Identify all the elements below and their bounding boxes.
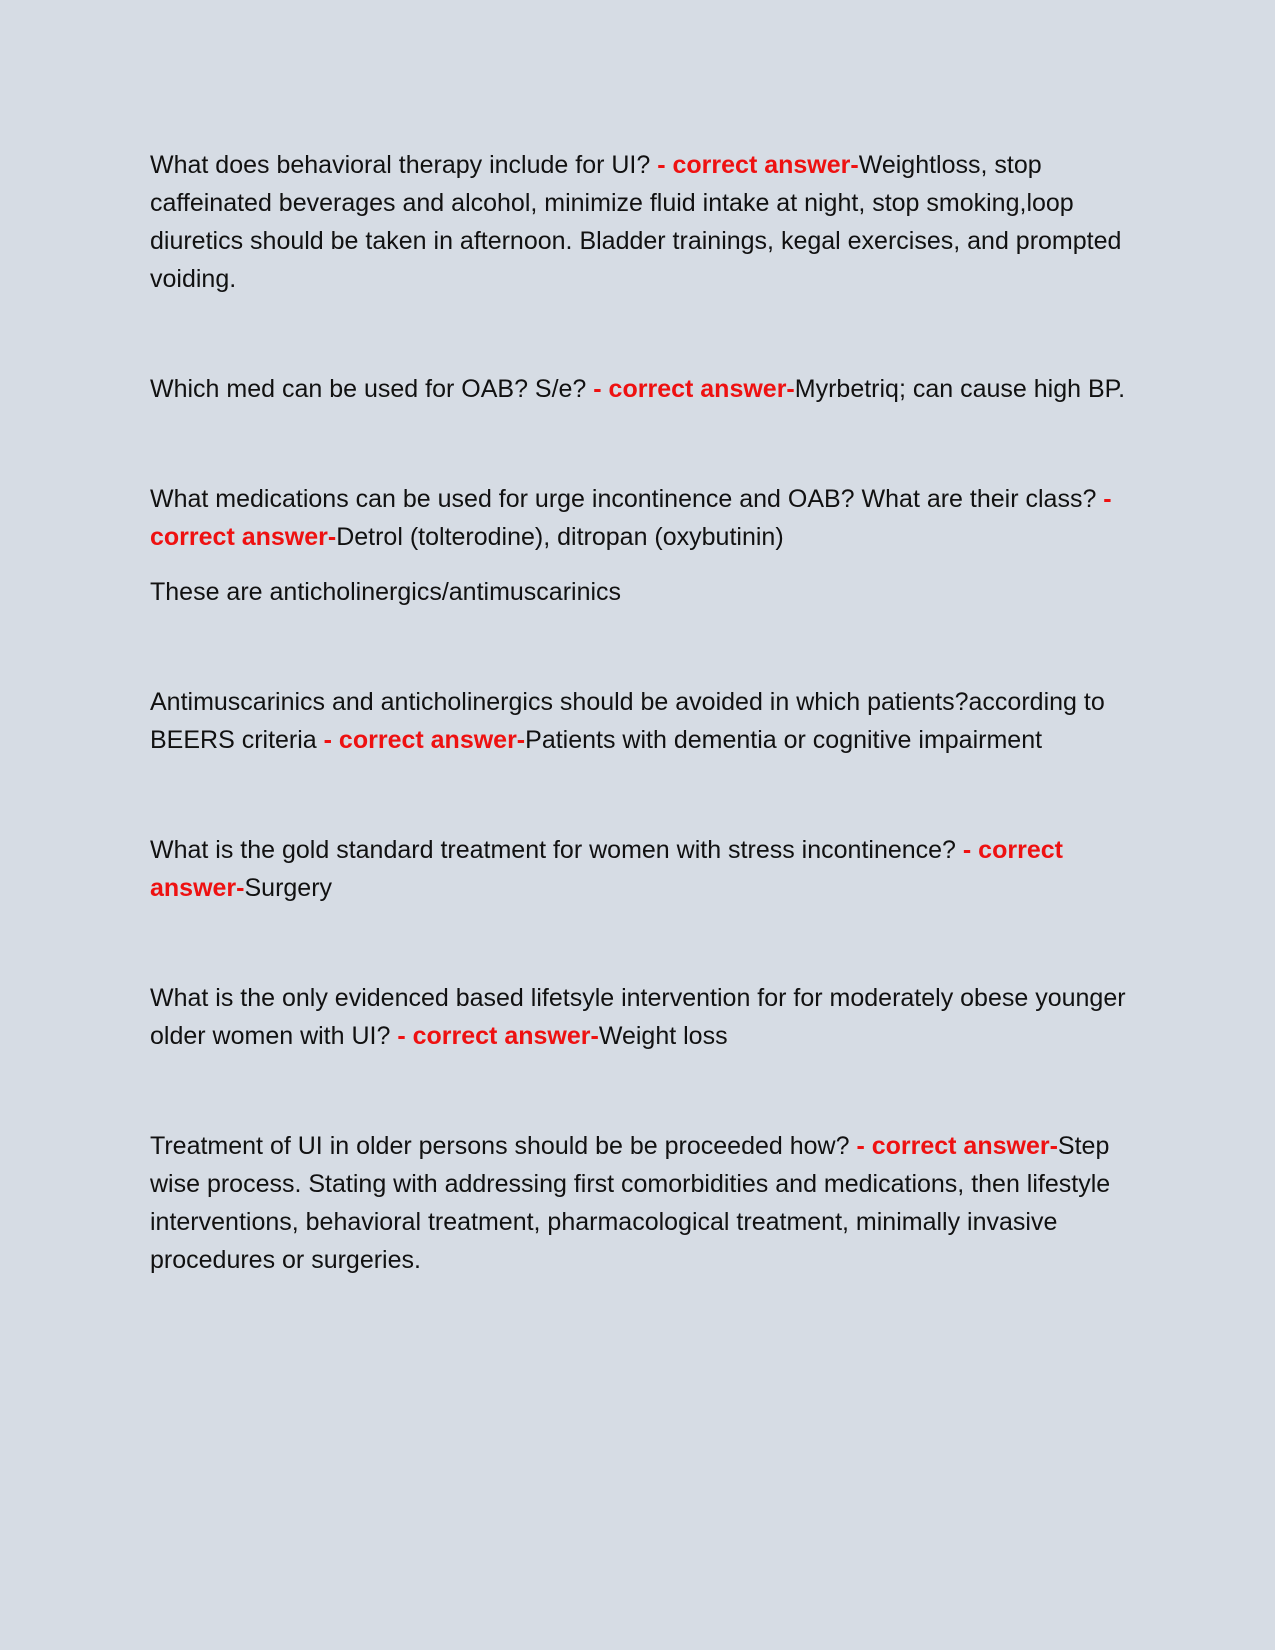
document-page bbox=[150, 146, 1130, 1279]
qa-paragraph bbox=[150, 683, 1130, 759]
qa-item bbox=[150, 146, 1130, 298]
qa-paragraph bbox=[150, 370, 1130, 408]
qa-item bbox=[150, 480, 1130, 611]
correct-answer-marker: - correct answer- bbox=[316, 726, 526, 754]
answer-text: Weight loss bbox=[598, 1022, 728, 1050]
qa-item bbox=[150, 1127, 1130, 1279]
qa-paragraph bbox=[150, 979, 1130, 1055]
correct-answer-marker: - correct answer- bbox=[150, 485, 1112, 551]
question-text: What is the only evidenced based lifetsyle intervention for for moderately obese younger older women with UI? bbox=[150, 984, 1126, 1050]
correct-answer-marker: - correct answer- bbox=[650, 151, 859, 179]
question-text: Treatment of UI in older persons should be be proceeded how? bbox=[150, 1132, 850, 1160]
question-text: Antimuscarinics and anticholinergics should be avoided in which patients?according to BEERS criteria bbox=[150, 688, 1105, 754]
qa-paragraph bbox=[150, 480, 1130, 556]
qa-paragraph bbox=[150, 1127, 1130, 1279]
answer-text: Weightloss, stop caffeinated beverages and alcohol, minimize fluid intake at night, stop smoking,loop diuretics should be taken in afternoon. Bladder trainings, kegal exercises, and prompted voiding. bbox=[150, 151, 1122, 293]
question-text: What does behavioral therapy include for UI? bbox=[150, 151, 651, 179]
answer-text: Myrbetriq; can cause high BP. bbox=[794, 375, 1126, 403]
qa-paragraph bbox=[150, 831, 1130, 907]
qa-item bbox=[150, 370, 1130, 408]
answer-text: Detrol (tolterodine), ditropan (oxybutinin) bbox=[336, 523, 784, 551]
answer-extra-text: These are anticholinergics/antimuscarinics bbox=[150, 578, 622, 606]
correct-answer-marker: - correct answer- bbox=[150, 836, 1063, 902]
correct-answer-marker: - correct answer- bbox=[586, 375, 795, 403]
qa-item bbox=[150, 683, 1130, 759]
question-text: Which med can be used for OAB? S/e? bbox=[150, 375, 587, 403]
answer-text: Step wise process. Stating with addressing first comorbidities and medications, then lifestyle interventions, behavioral treatment, pharmacological treatment, minimally invasive procedures or surgeries. bbox=[150, 1132, 1111, 1274]
answer-text: Surgery bbox=[244, 874, 333, 902]
qa-item bbox=[150, 979, 1130, 1055]
correct-answer-marker: - correct answer- bbox=[390, 1022, 599, 1050]
correct-answer-marker: - correct answer- bbox=[849, 1132, 1058, 1160]
qa-paragraph bbox=[150, 146, 1130, 298]
question-text: What medications can be used for urge incontinence and OAB? What are their class? bbox=[150, 485, 1097, 513]
question-text: What is the gold standard treatment for women with stress incontinence? bbox=[150, 836, 956, 864]
qa-item bbox=[150, 831, 1130, 907]
answer-text: Patients with dementia or cognitive impairment bbox=[525, 726, 1043, 754]
